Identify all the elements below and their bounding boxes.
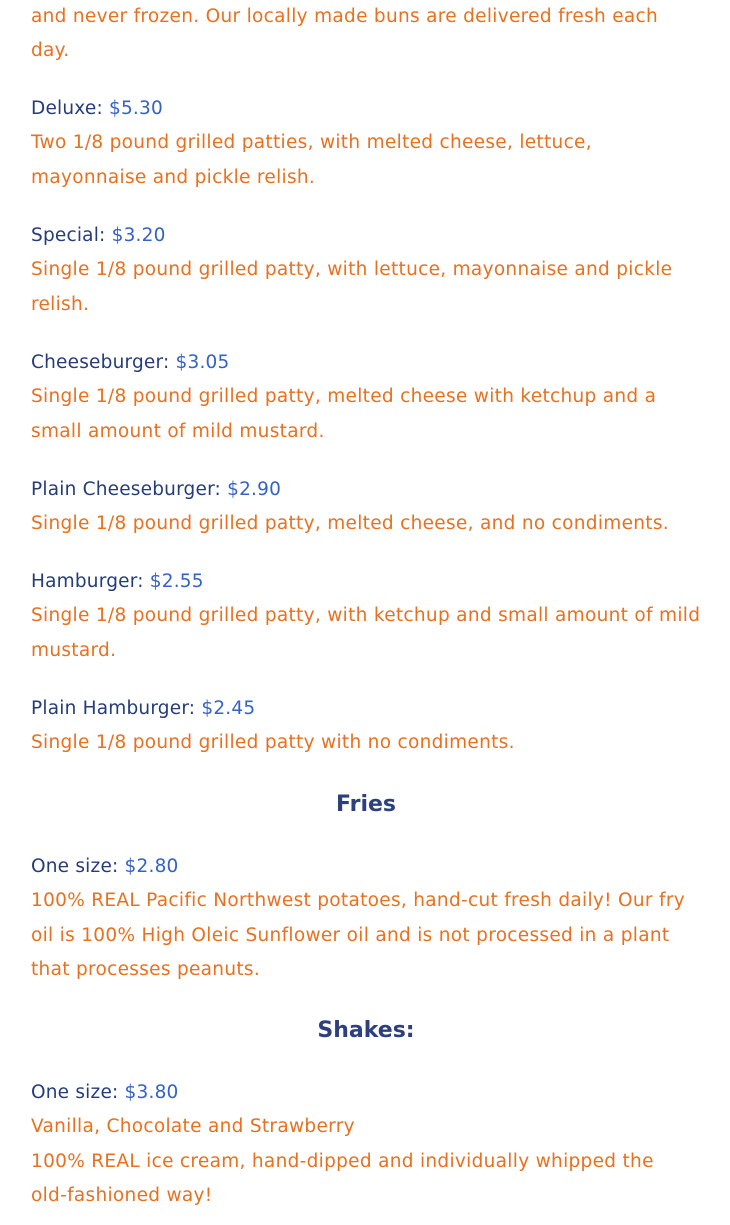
item-heading [31, 92, 701, 126]
item-heading [31, 565, 701, 599]
menu-item-fries [31, 850, 701, 987]
item-price: $3.20 [111, 225, 166, 246]
item-price: $2.90 [227, 479, 282, 500]
item-heading [31, 346, 701, 380]
item-description: Single 1/8 pound grilled patty, with lettuce, mayonnaise and pickle relish. [31, 259, 673, 315]
item-name: Plain Cheeseburger: [31, 479, 221, 500]
item-price: $3.80 [124, 1082, 179, 1103]
item-heading [31, 692, 701, 726]
item-name: Special: [31, 225, 106, 246]
menu-item-shakes [31, 1076, 701, 1213]
item-description: 100% REAL ice cream, hand-dipped and individually whipped the old-fashioned way! [31, 1150, 654, 1206]
item-description: Single 1/8 pound grilled patty, melted cheese, and no condiments. [31, 513, 669, 535]
item-price: $5.30 [108, 98, 163, 119]
item-description: Single 1/8 pound grilled patty, melted cheese with ketchup and a small amount of mild mustard. [31, 386, 657, 442]
item-name: One size: [31, 1082, 119, 1103]
item-price: $2.80 [124, 856, 179, 877]
menu-item-hamburger [31, 565, 701, 668]
intro-text: and never frozen. Our locally made buns are delivered fresh each day. [31, 6, 659, 62]
item-description: 100% REAL Pacific Northwest potatoes, hand-cut fresh daily! Our fry oil is 100% High Oleic Sunflower oil and is not processed in a plant that processes peanuts. [31, 890, 685, 980]
item-description: Single 1/8 pound grilled patty with no condiments. [31, 732, 515, 754]
item-name: Cheeseburger: [31, 352, 170, 373]
item-name: Deluxe: [31, 98, 103, 119]
menu-item-plain-hamburger [31, 692, 701, 761]
menu-item-special [31, 219, 701, 322]
item-heading [31, 219, 701, 253]
item-price: $3.05 [175, 352, 230, 373]
item-price: $2.45 [201, 698, 256, 719]
item-description: Single 1/8 pound grilled patty, with ketchup and small amount of mild mustard. [31, 605, 701, 661]
item-name: Hamburger: [31, 571, 144, 592]
menu-item-cheeseburger [31, 346, 701, 449]
shake-flavors: Vanilla, Chocolate and Strawberry [31, 1116, 355, 1138]
item-heading [31, 1076, 701, 1110]
item-price: $2.55 [149, 571, 204, 592]
menu-item-plain-cheeseburger [31, 473, 701, 542]
item-heading [31, 850, 701, 884]
item-description: Two 1/8 pound grilled patties, with melted cheese, lettuce, mayonnaise and pickle relish. [31, 132, 592, 188]
section-title-fries: Fries [335, 792, 397, 817]
item-heading [31, 473, 701, 507]
menu-item-deluxe [31, 92, 701, 195]
item-name: One size: [31, 856, 119, 877]
item-name: Plain Hamburger: [31, 698, 196, 719]
section-title-shakes: Shakes: [317, 1018, 415, 1043]
